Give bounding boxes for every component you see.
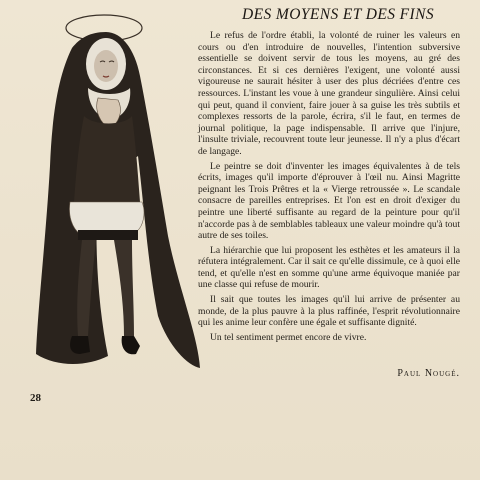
article-body [198,30,460,346]
right-leg [114,240,134,336]
paragraph: La hiérarchie que lui proposent les esthètes et les amateurs il la réfutera intégralement. Car il sait ce qu'elle dissimule, ce à quoi elle tend, et qu'elle n'est en somme qu'une arme équivoque maniée par une classe qui refuse de mourir. [198,244,460,291]
garter [78,230,138,240]
page-number: 28 [30,392,41,404]
nun-illustration [28,6,206,378]
left-shoe [70,336,90,354]
paragraph: Il sait que toutes les images qu'il lui arrive de présenter au monde, de la plus pauvre à la plus raffinée, l'esprit révolutionnaire qui les anime leur confère une égale et suffisante dignité. [198,294,460,329]
paragraph: Le refus de l'ordre établi, la volonté de ruiner les valeurs en cours ou d'en introduire de nouvelles, l'intention subversive essentielle se doivent servir de tous les moyens, au gré des circonstances. Et si ces dernières l'exigent, une volonté aussi vigoureuse ne saurait hésiter à user des plus décriées d'entre ces ressources. L'instant les voue à une grandeur singulière. Ainsi celui qui peut, quand il convient, faire jouer à sa guise les très subtils et complexes ressorts de la parole, écrira, s'il le faut, en termes de journal politique, la page indispensable. Il arrive que l'injure, l'insulte triviale, recouvrent toute leur jeunesse. Il n'y a plus d'écart de langage. [198,30,460,157]
author-signature: Paul Nougé. [397,368,460,379]
article-title: DES MOYENS ET DES FINS [242,6,434,23]
habit-body [74,116,140,202]
right-shoe [122,336,140,354]
paragraph: Un tel sentiment permet encore de vivre. [210,331,367,343]
paragraph: Le peintre se doit d'inventer les images équivalentes à de tels écrits, images qu'il importe d'éprouver à l'œil nu. Ainsi Magritte peignant les Trois Prêtres et la « Vierge retroussée ». Le scandale consacre de pareilles entreprises. Et l'on est en droit d'exiger du peintre une liberté suffisante au regard de la peinture pour qu'il n'accorde pas à de semblables tableaux une valeur moindre qu'à tout autre de ses toiles. [198,160,460,242]
